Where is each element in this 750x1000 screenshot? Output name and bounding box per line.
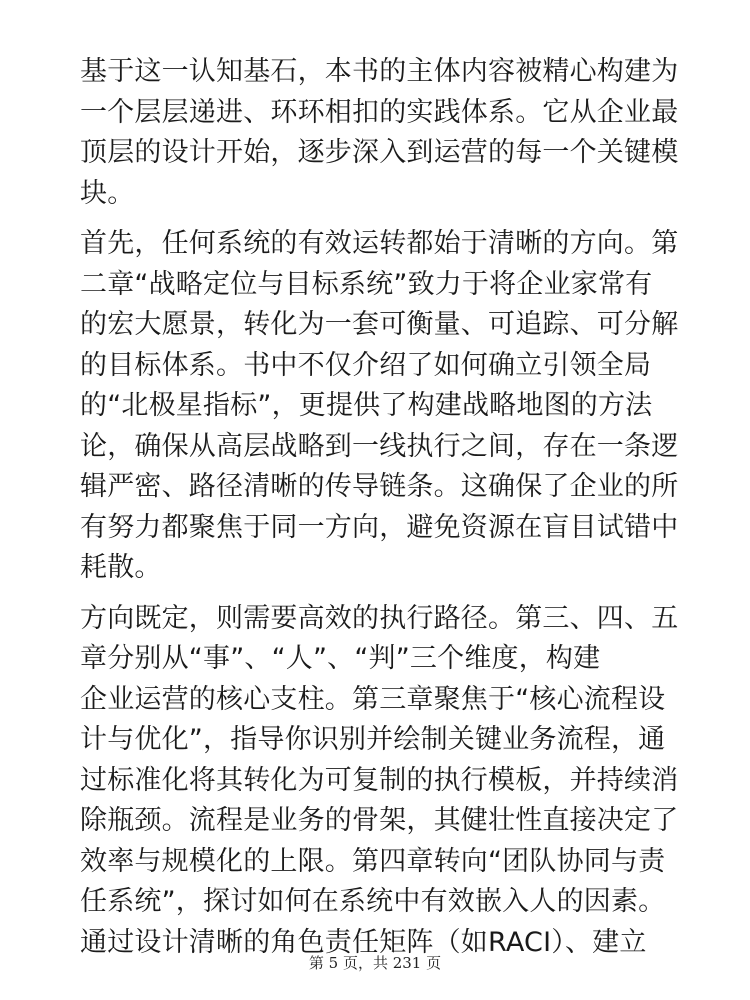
text-line: 块。 [80, 177, 135, 209]
paragraph-2 [80, 224, 679, 589]
text-line: 有努力都聚焦于同一方向，避免资源在盲目试错中 [80, 511, 679, 543]
text-line: 除瓶颈。流程是业务的骨架，其健壮性直接决定了 [80, 805, 679, 836]
text-line: 章分别从“事”、“人”、“判”三个维度，构建 [80, 643, 601, 674]
text-line: 二章“战略定位与目标系统”致力于将企业家常有 [80, 268, 653, 300]
text-line: 的目标体系。书中不仅介绍了如何确立引领全局 [80, 349, 652, 381]
paragraph-3 [80, 599, 679, 964]
paragraph-1 [80, 52, 679, 214]
text-line: 方向既定，则需要高效的执行路径。第三、四、五 [80, 602, 679, 634]
text-line: 的“北极星指标”，更提供了构建战略地图的方法 [80, 390, 653, 421]
text-line: 一个层层递进、环环相扣的实践体系。它从企业最 [80, 96, 679, 128]
text-line: 首先，任何系统的有效运转都始于清晰的方向。第 [80, 228, 679, 259]
text-line: 效率与规模化的上限。第四章转向“团队协同与责 [80, 845, 666, 877]
text-line: 计与优化”，指导你识别并绘制关键业务流程，通 [80, 724, 666, 755]
text-line: 基于这一认知基石，本书的主体内容被精心构建为 [80, 56, 679, 87]
text-line: 过标准化将其转化为可复制的执行模板，并持续消 [80, 764, 679, 796]
text-line: 企业运营的核心支柱。第三章聚焦于“核心流程设 [80, 683, 666, 715]
text-line: 的宏大愿景，转化为一套可衡量、可追踪、可分解 [80, 309, 679, 340]
text-line: 任系统”，探讨如何在系统中有效嵌入人的因素。 [80, 886, 666, 917]
text-line: 论，确保从高层战略到一线执行之间，存在一条逻 [80, 430, 679, 462]
text-line: 辑严密、路径清晰的传导链条。这确保了企业的所 [80, 471, 679, 502]
text-line: 顶层的设计开始，逐步深入到运营的每一个关键模 [80, 137, 679, 168]
document-body [80, 52, 679, 973]
page-number-footer: 第 5 页，共 231 页 [308, 954, 442, 972]
text-line: 耗散。 [80, 552, 162, 583]
text-line: 通过设计清晰的角色责任矩阵（如RACI）、建立 [80, 926, 647, 958]
